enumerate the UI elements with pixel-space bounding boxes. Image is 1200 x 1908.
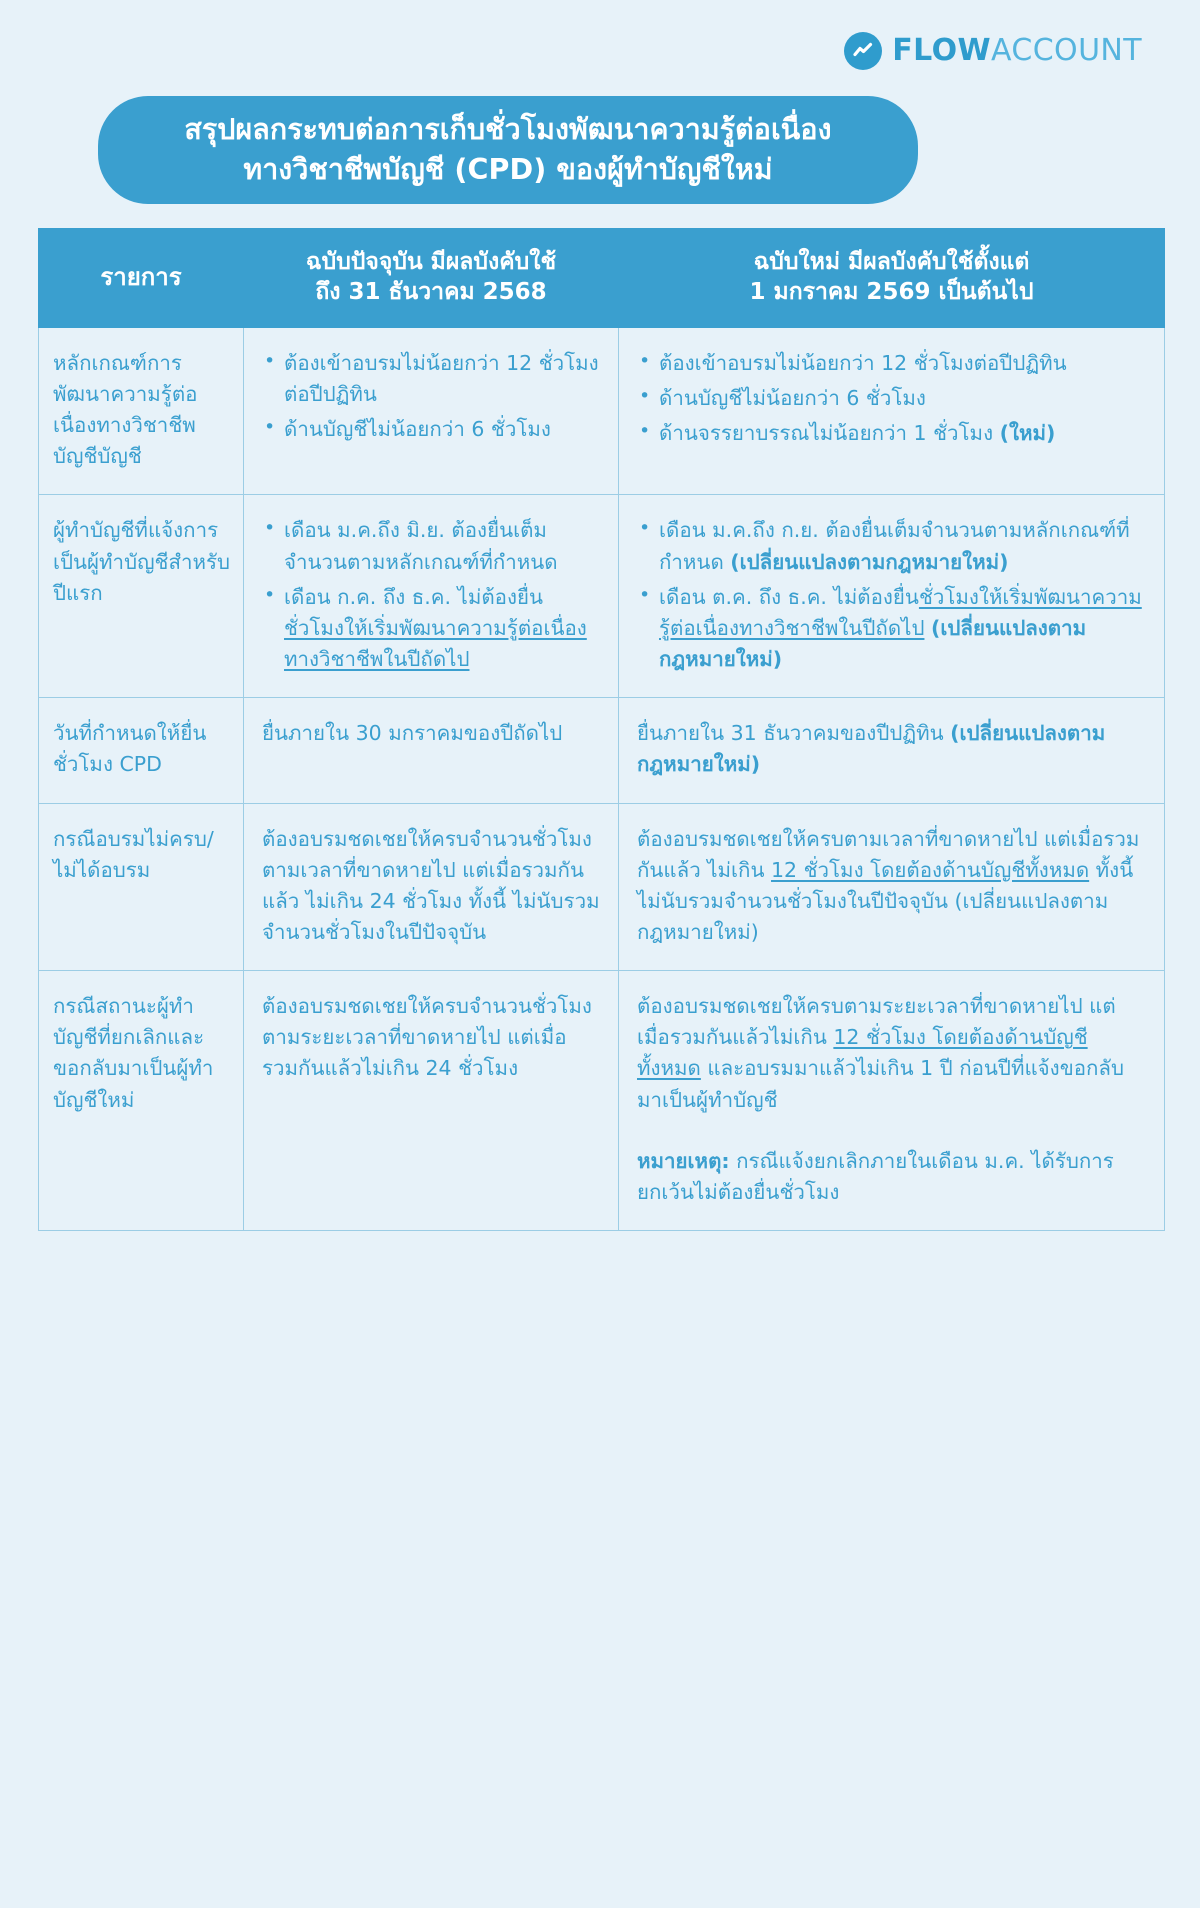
row-label: วันที่กำหนดให้ยื่นชั่วโมง CPD bbox=[39, 698, 244, 803]
row-new-value bbox=[619, 698, 1165, 803]
note-label: หมายเหตุ: bbox=[637, 1148, 730, 1173]
list-item bbox=[637, 515, 1148, 577]
cell-text: ยื่นภายใน 31 ธันวาคมของปีปฏิทิน bbox=[637, 721, 951, 746]
list-item bbox=[262, 515, 602, 577]
row-current-value bbox=[244, 971, 619, 1231]
bullet-list bbox=[637, 348, 1148, 449]
row-new-value bbox=[619, 803, 1165, 971]
brand-name-flow: FLOW bbox=[892, 33, 991, 68]
cell-text-part-1: ต้องอบรมชดเชยให้ครบตามระยะเวลาที่ขาดหายไป แต่เมื่อรวมกันแล้วไม่เกิน bbox=[637, 994, 1116, 1050]
row-label: หลักเกณฑ์การพัฒนาความรู้ต่อเนื่องทางวิชาชีพบัญชีบัญชี bbox=[39, 327, 244, 495]
table-header bbox=[39, 229, 1165, 328]
column-header-new-line-1: ฉบับใหม่ มีผลบังคับใช้ตั้งแต่ bbox=[753, 249, 1030, 275]
cell-text-part-2: และอบรมมาแล้วไม่เกิน 1 ปี ก่อนปีที่แจ้งขอกลับมาเป็นผู้ทำบัญชี bbox=[637, 1056, 1125, 1112]
column-header-current bbox=[244, 229, 619, 328]
table-row bbox=[39, 698, 1165, 803]
bullet-emphasis: (เปลี่ยนแปลงตามกฎหมายใหม่) bbox=[730, 549, 1009, 574]
page-title-line-2: ทางวิชาชีพบัญชี (CPD) ของผู้ทำบัญชีใหม่ bbox=[243, 152, 773, 186]
row-new-value bbox=[619, 495, 1165, 698]
cpd-comparison-table bbox=[38, 228, 1165, 1231]
cell-text-part-1: ต้องอบรมชดเชยให้ครบตามเวลาที่ขาดหายไป แต่เมื่อรวมกันแล้ว ไม่เกิน bbox=[637, 826, 1140, 882]
cell-text: ต้องอบรมชดเชยให้ครบจำนวนชั่วโมงตามระยะเวลาที่ขาดหายไป แต่เมื่อรวมกันแล้วไม่เกิน 24 ชั่วโมง bbox=[262, 994, 592, 1081]
column-header-new bbox=[619, 229, 1165, 328]
row-current-value bbox=[244, 803, 619, 971]
list-item bbox=[637, 418, 1148, 449]
bullet-emphasis: (เปลี่ยนแปลงตามกฎหมายใหม่) bbox=[659, 615, 1087, 672]
cell-underlined-text: 12 ชั่วโมง โดยต้องด้านบัญชีทั้งหมด bbox=[637, 1025, 1088, 1081]
note-text: กรณีแจ้งยกเลิกภายในเดือน ม.ค. ได้รับการยกเว้นไม่ต้องยื่นชั่วโมง bbox=[637, 1148, 1114, 1204]
row-new-value bbox=[619, 971, 1165, 1231]
bullet-text: เดือน ม.ค.ถึง มิ.ย. ต้องยื่นเต็มจำนวนตามหลักเกณฑ์ที่กำหนด bbox=[284, 518, 558, 574]
list-item bbox=[262, 582, 602, 675]
row-current-value bbox=[244, 327, 619, 495]
bullet-text: ด้านบัญชีไม่น้อยกว่า 6 ชั่วโมง bbox=[284, 417, 551, 442]
bullet-list bbox=[262, 515, 602, 675]
table-row bbox=[39, 803, 1165, 971]
column-header-item: รายการ bbox=[39, 229, 244, 328]
list-item bbox=[637, 582, 1148, 675]
cell-text: ต้องอบรมชดเชยให้ครบจำนวนชั่วโมงตามเวลาที่ขาดหายไป แต่เมื่อรวมกันแล้ว ไม่เกิน 24 ชั่วโมง ทั้งนี้ ไม่นับรวมจำนวนชั่วโมงในปีปัจจุบัน bbox=[262, 826, 600, 944]
list-item bbox=[262, 348, 602, 410]
cell-note bbox=[637, 1146, 1148, 1208]
cell-emphasis: (เปลี่ยนแปลงตามกฎหมายใหม่) bbox=[637, 721, 1106, 777]
flowaccount-wave-circle-icon bbox=[844, 32, 882, 70]
row-label: ผู้ทำบัญชีที่แจ้งการเป็นผู้ทำบัญชีสำหรับปีแรก bbox=[39, 495, 244, 698]
cell-underlined-text: 12 ชั่วโมง โดยต้องด้านบัญชีทั้งหมด bbox=[771, 857, 1090, 882]
brand-name-account: ACCOUNT bbox=[990, 33, 1142, 68]
bullet-text: ต้องเข้าอบรมไม่น้อยกว่า 12 ชั่วโมงต่อปีปฏิทิน bbox=[284, 350, 599, 406]
bullet-text: ต้องเข้าอบรมไม่น้อยกว่า 12 ชั่วโมงต่อปีปฏิทิน bbox=[659, 350, 1067, 375]
table-header-row bbox=[39, 229, 1165, 328]
bullet-underlined-text: ชั่วโมงให้เริ่มพัฒนาความรู้ต่อเนื่องทางวิชาชีพในปีถัดไป bbox=[284, 615, 587, 672]
bullet-list bbox=[637, 515, 1148, 675]
bullet-emphasis: (ใหม่) bbox=[999, 421, 1056, 446]
column-header-new-line-2: 1 มกราคม 2569 เป็นต้นไป bbox=[749, 278, 1034, 305]
bullet-text: เดือน ม.ค.ถึง ก.ย. ต้องยื่นเต็มจำนวนตามหลักเกณฑ์ที่กำหนด bbox=[659, 518, 1130, 574]
column-header-current-line-1: ฉบับปัจจุบัน มีผลบังคับใช้ bbox=[305, 249, 557, 275]
bullet-underlined-text: ชั่วโมงให้เริ่มพัฒนาความรู้ต่อเนื่องทางวิชาชีพในปีถัดไป bbox=[659, 584, 1142, 640]
table-row bbox=[39, 971, 1165, 1231]
list-item bbox=[637, 383, 1148, 414]
row-current-value bbox=[244, 698, 619, 803]
comparison-table-container bbox=[38, 228, 1164, 1231]
row-current-value bbox=[244, 495, 619, 698]
row-label: กรณีสถานะผู้ทำบัญชีที่ยกเลิกและขอกลับมาเป็นผู้ทำบัญชีใหม่ bbox=[39, 971, 244, 1231]
page-title bbox=[184, 110, 831, 190]
table-row bbox=[39, 495, 1165, 698]
bullet-text: เดือน ต.ค. ถึง ธ.ค. ไม่ต้องยื่น bbox=[659, 584, 919, 609]
row-label: กรณีอบรมไม่ครบ/ ไม่ได้อบรม bbox=[39, 803, 244, 971]
table-body bbox=[39, 327, 1165, 1230]
title-banner bbox=[98, 96, 918, 204]
bullet-text: ด้านจรรยาบรรณไม่น้อยกว่า 1 ชั่วโมง bbox=[659, 421, 1000, 446]
column-header-current-line-2: ถึง 31 ธันวาคม 2568 bbox=[315, 278, 547, 305]
list-item bbox=[637, 348, 1148, 379]
row-new-value bbox=[619, 327, 1165, 495]
bullet-text: ด้านบัญชีไม่น้อยกว่า 6 ชั่วโมง bbox=[659, 385, 926, 410]
cell-text: ยื่นภายใน 30 มกราคมของปีถัดไป bbox=[262, 721, 563, 746]
brand-wordmark bbox=[892, 33, 1142, 68]
bullet-list bbox=[262, 348, 602, 445]
list-item bbox=[262, 414, 602, 445]
brand-logo bbox=[844, 32, 1142, 70]
cell-text-part-2: ทั้งนี้ ไม่นับรวมจำนวนชั่วโมงในปีปัจจุบัน (เปลี่ยนแปลงตามกฎหมายใหม่) bbox=[637, 857, 1134, 944]
bullet-text: เดือน ก.ค. ถึง ธ.ค. ไม่ต้องยื่น bbox=[284, 584, 544, 609]
page-title-line-1: สรุปผลกระทบต่อการเก็บชั่วโมงพัฒนาความรู้ต่อเนื่อง bbox=[184, 113, 832, 146]
table-row bbox=[39, 327, 1165, 495]
